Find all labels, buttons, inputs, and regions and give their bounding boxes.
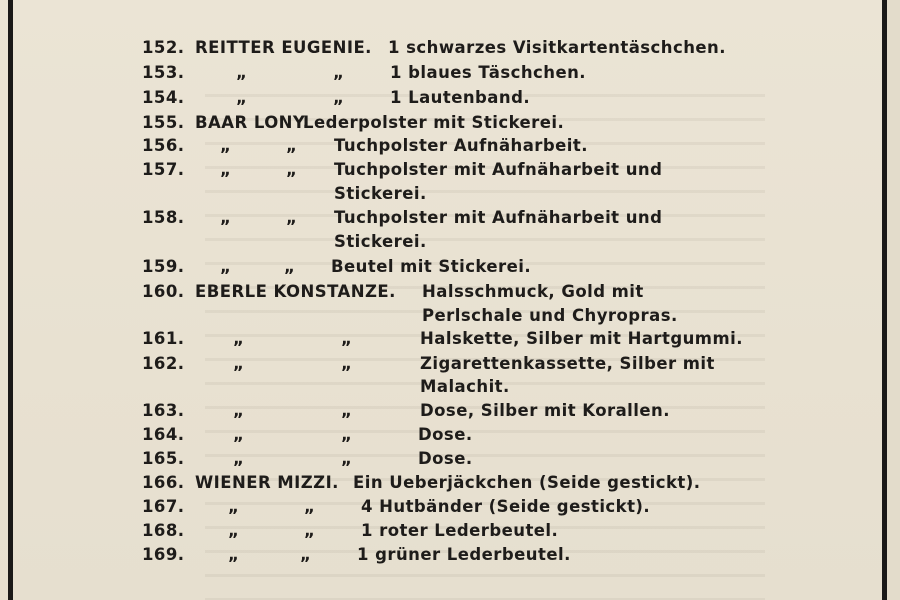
catalog-entry-162 bbox=[0, 352, 880, 376]
catalog-entry-153 bbox=[0, 61, 880, 85]
right-paper-margin bbox=[887, 0, 900, 600]
catalog-entry-154 bbox=[0, 86, 880, 110]
catalog-entry-168 bbox=[0, 519, 880, 543]
ditto-mark: „ bbox=[233, 401, 245, 420]
ditto-mark: „ bbox=[284, 257, 296, 276]
entry-number: 163. bbox=[142, 401, 185, 420]
catalog-entry-167 bbox=[0, 495, 880, 519]
ditto-mark: „ bbox=[304, 521, 316, 540]
entry-number: 164. bbox=[142, 425, 185, 444]
item-description: Halskette, Silber mit Hartgummi. bbox=[420, 329, 743, 348]
ditto-mark: „ bbox=[286, 160, 298, 179]
item-description: Tuchpolster mit Aufnäharbeit und bbox=[334, 208, 663, 227]
item-description: 1 roter Lederbeutel. bbox=[361, 521, 559, 540]
ditto-mark: „ bbox=[304, 497, 316, 516]
catalog-entry-161 bbox=[0, 327, 880, 351]
entry-number: 154. bbox=[142, 88, 185, 107]
ditto-mark: „ bbox=[233, 425, 245, 444]
ditto-mark: „ bbox=[236, 88, 248, 107]
item-description: 1 blaues Täschchen. bbox=[390, 63, 587, 82]
catalog-entry-165 bbox=[0, 447, 880, 471]
item-description: Ein Ueberjäckchen (Seide gestickt). bbox=[353, 473, 701, 492]
catalog-entry-158 bbox=[0, 206, 880, 230]
entry-number: 159. bbox=[142, 257, 185, 276]
ditto-mark: „ bbox=[341, 329, 353, 348]
entry-number: 169. bbox=[142, 545, 185, 564]
catalog-entry-163 bbox=[0, 399, 880, 423]
entry-number: 162. bbox=[142, 354, 185, 373]
catalog-entry-169 bbox=[0, 543, 880, 567]
item-description: Dose, Silber mit Korallen. bbox=[420, 401, 670, 420]
entry-number: 155. bbox=[142, 113, 185, 132]
catalog-entry-156 bbox=[0, 134, 880, 158]
entry-number: 168. bbox=[142, 521, 185, 540]
item-description: Halsschmuck, Gold mit bbox=[422, 282, 644, 301]
exhibitor-name: REITTER EUGENIE. bbox=[195, 38, 372, 57]
item-description: Dose. bbox=[418, 449, 473, 468]
entry-number: 158. bbox=[142, 208, 185, 227]
ditto-mark: „ bbox=[220, 257, 232, 276]
item-description-continued: Stickerei. bbox=[334, 232, 427, 251]
ditto-mark: „ bbox=[233, 329, 245, 348]
entry-number: 156. bbox=[142, 136, 185, 155]
catalog-entry-152 bbox=[0, 36, 880, 60]
exhibitor-name: EBERLE KONSTANZE. bbox=[195, 282, 396, 301]
entry-number: 166. bbox=[142, 473, 185, 492]
exhibitor-name: WIENER MIZZI. bbox=[195, 473, 339, 492]
item-description: Dose. bbox=[418, 425, 473, 444]
item-description: Beutel mit Stickerei. bbox=[331, 257, 532, 276]
ditto-mark: „ bbox=[233, 449, 245, 468]
catalog-entry-164 bbox=[0, 423, 880, 447]
ditto-mark: „ bbox=[220, 136, 232, 155]
item-description: Tuchpolster Aufnäharbeit. bbox=[334, 136, 588, 155]
item-description: 1 schwarzes Visitkartentäschchen. bbox=[388, 38, 726, 57]
ditto-mark: „ bbox=[228, 521, 240, 540]
entry-number: 165. bbox=[142, 449, 185, 468]
ditto-mark: „ bbox=[286, 208, 298, 227]
item-description-continued: Perlschale und Chyropras. bbox=[422, 306, 678, 325]
ditto-mark: „ bbox=[341, 449, 353, 468]
ditto-mark: „ bbox=[300, 545, 312, 564]
entry-number: 161. bbox=[142, 329, 185, 348]
item-description-continued: Malachit. bbox=[420, 377, 510, 396]
item-description: 4 Hutbänder (Seide gestickt). bbox=[361, 497, 651, 516]
ditto-mark: „ bbox=[333, 88, 345, 107]
item-description: Zigarettenkassette, Silber mit bbox=[420, 354, 715, 373]
catalog-entry-166 bbox=[0, 471, 880, 495]
ditto-mark: „ bbox=[228, 497, 240, 516]
entry-number: 167. bbox=[142, 497, 185, 516]
ditto-mark: „ bbox=[333, 63, 345, 82]
ditto-mark: „ bbox=[233, 354, 245, 373]
ditto-mark: „ bbox=[220, 208, 232, 227]
ditto-mark: „ bbox=[341, 401, 353, 420]
item-description-continued: Stickerei. bbox=[334, 184, 427, 203]
item-description: Lederpolster mit Stickerei. bbox=[303, 113, 565, 132]
ditto-mark: „ bbox=[341, 425, 353, 444]
catalog-entry-160 bbox=[0, 280, 880, 304]
entry-number: 152. bbox=[142, 38, 185, 57]
entry-number: 153. bbox=[142, 63, 185, 82]
item-description: 1 grüner Lederbeutel. bbox=[357, 545, 571, 564]
item-description: 1 Lautenband. bbox=[390, 88, 531, 107]
ditto-mark: „ bbox=[286, 136, 298, 155]
entry-number: 157. bbox=[142, 160, 185, 179]
ditto-mark: „ bbox=[228, 545, 240, 564]
entry-number: 160. bbox=[142, 282, 185, 301]
catalog-entry-157 bbox=[0, 158, 880, 182]
exhibitor-name: BAAR LONY. bbox=[195, 113, 310, 132]
item-description: Tuchpolster mit Aufnäharbeit und bbox=[334, 160, 663, 179]
ditto-mark: „ bbox=[341, 354, 353, 373]
ditto-mark: „ bbox=[220, 160, 232, 179]
catalog-entry-155 bbox=[0, 111, 880, 135]
ditto-mark: „ bbox=[236, 63, 248, 82]
catalog-entry-159 bbox=[0, 255, 880, 279]
